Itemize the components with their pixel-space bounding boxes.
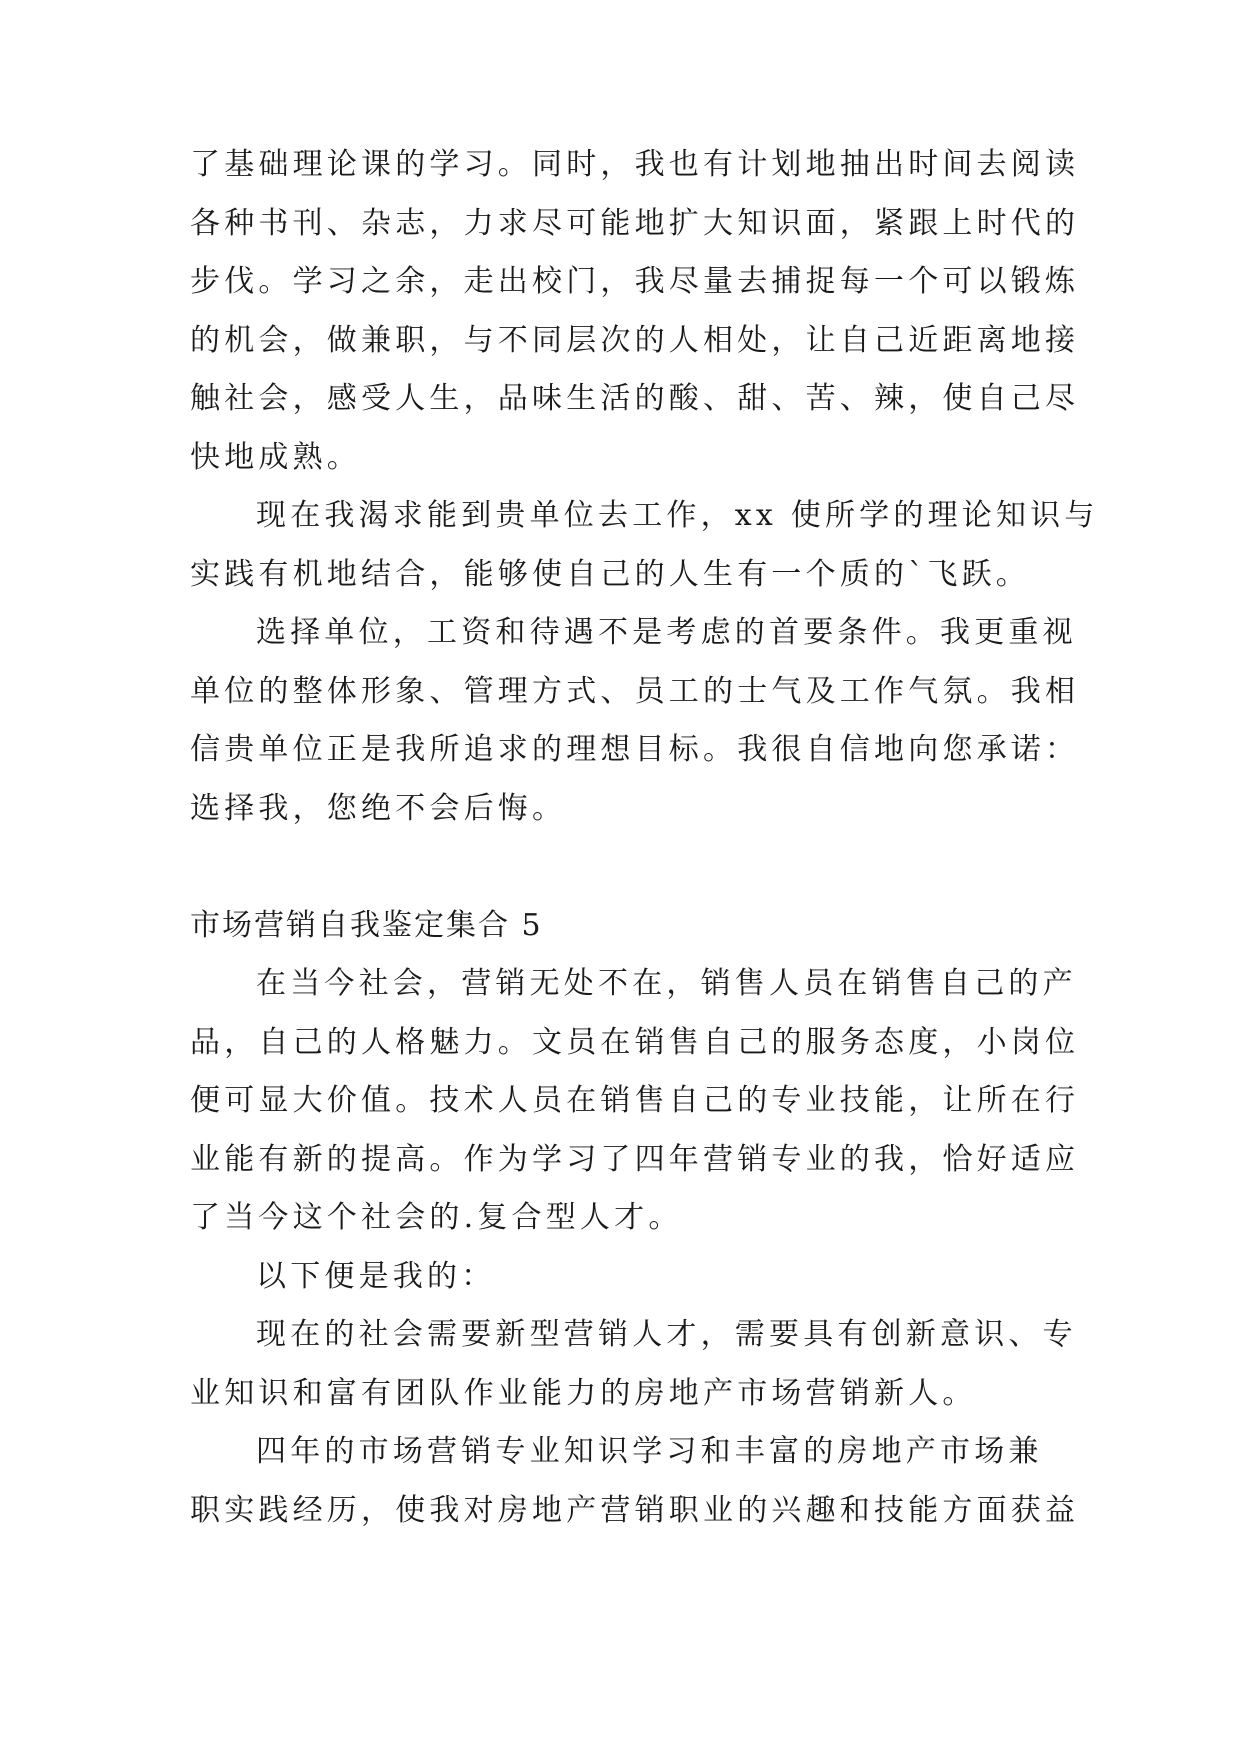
paragraph-line: 业知识和富有团队作业能力的房地产市场营销新人。 (190, 1375, 977, 1411)
paragraph-line: 选择我，您绝不会后悔。 (190, 790, 567, 826)
section-heading: 市场营销自我鉴定集合 5 (190, 907, 543, 943)
paragraph-line: 职实践经历，使我对房地产营销职业的兴趣和技能方面获益 (190, 1492, 1080, 1528)
paragraph-line: 便可显大价值。技术人员在销售自己的专业技能，让所在行 (190, 1083, 1080, 1118)
paragraph-line: 现在的社会需要新型营销人才，需要具有创新意识、专 (256, 1317, 1077, 1352)
paragraph-line: 了基础理论课的学习。同时，我也有计划地抽出时间去阅读 (190, 147, 1080, 182)
paragraph-line: 在当今社会，营销无处不在，销售人员在销售自己的产 (256, 966, 1077, 1001)
paragraph-line: 快地成熟。 (190, 439, 361, 475)
paragraph-line: 步伐。学习之余，走出校门，我尽量去捕捉每一个可以锻炼 (190, 264, 1080, 299)
section-gap (190, 838, 1070, 897)
paragraph-line: 业能有新的提高。作为学习了四年营销专业的我，恰好适应 (190, 1141, 1080, 1177)
paragraph-line: 选择单位，工资和待遇不是考虑的首要条件。我更重视 (256, 615, 1077, 650)
paragraph-line: 信贵单位正是我所追求的理想目标。我很自信地向您承诺： (190, 732, 1080, 767)
paragraph-line: 了当今这个社会的.复合型人才。 (190, 1200, 683, 1235)
paragraph-line: 现在我渴求能到贵单位去工作，xx 使所学的理论知识与 (256, 498, 1099, 533)
paragraph-line: 品，自己的人格魅力。文员在销售自己的服务态度，小岗位 (190, 1024, 1080, 1060)
paragraph-line: 以下便是我的： (256, 1258, 496, 1294)
document-body (190, 136, 1099, 1540)
paragraph-line: 四年的市场营销专业知识学习和丰富的房地产市场兼 (256, 1434, 1043, 1469)
paragraph-line: 的机会，做兼职，与不同层次的人相处，让自己近距离地接 (190, 322, 1080, 358)
paragraph-line: 实践有机地结合，能够使自己的人生有一个质的`飞跃。 (190, 556, 1030, 592)
paragraph-line: 各种书刊、杂志，力求尽可能地扩大知识面，紧跟上时代的 (190, 205, 1080, 241)
paragraph-line: 单位的整体形象、管理方式、员工的士气及工作气氛。我相 (190, 673, 1080, 709)
paragraph-line: 触社会，感受人生，品味生活的酸、甜、苦、辣，使自己尽 (190, 381, 1080, 416)
